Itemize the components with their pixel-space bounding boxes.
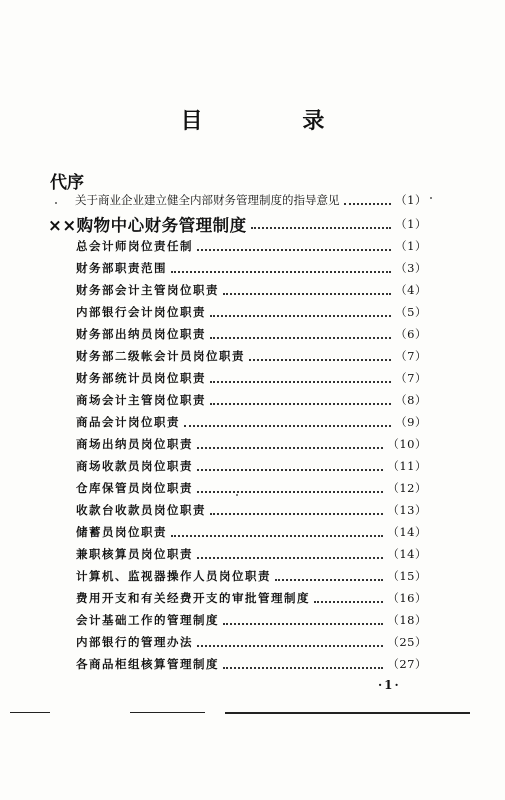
dot-leader xyxy=(197,479,383,493)
toc-entry-label: 各商品柜组核算管理制度 xyxy=(76,657,219,671)
dot-leader xyxy=(197,435,383,449)
toc-page-number: （9） xyxy=(395,415,427,429)
page-title: 目 录 xyxy=(180,109,371,134)
dot-leader xyxy=(197,237,391,251)
toc-entry[interactable] xyxy=(0,543,505,565)
toc-entry-label: 商场收款员岗位职责 xyxy=(76,459,193,473)
dot-leader xyxy=(197,633,383,647)
toc-entry[interactable] xyxy=(0,631,505,653)
dot-leader xyxy=(184,413,391,427)
toc-page-number: （14） xyxy=(387,547,427,561)
toc-entry-label: 商品会计岗位职责 xyxy=(76,415,180,429)
dot-leader xyxy=(223,655,383,669)
toc-page-number: （1） xyxy=(395,217,427,231)
dot-leader xyxy=(344,191,392,205)
toc-page-number: （27） xyxy=(387,657,427,671)
toc-entry[interactable] xyxy=(0,257,505,279)
dot-leader xyxy=(223,281,391,295)
toc-entry[interactable] xyxy=(0,367,505,389)
toc-entry[interactable] xyxy=(0,653,505,675)
toc-entry-label: 储蓄员岗位职责 xyxy=(76,525,167,539)
toc-entry-label: 财务部会计主管岗位职责 xyxy=(76,283,219,297)
dot-leader xyxy=(314,589,383,603)
toc-page-number: （12） xyxy=(387,481,427,495)
toc-entry[interactable] xyxy=(0,455,505,477)
toc-entry-label: 计算机、监视器操作人员岗位职责 xyxy=(76,569,271,583)
page-number: ·1· xyxy=(378,678,401,692)
toc-page-number: （1） xyxy=(395,239,427,253)
toc-entry[interactable] xyxy=(0,499,505,521)
toc-entry-label: 内部银行的管理办法 xyxy=(76,635,193,649)
main-section-title: ××购物中心财务管理制度 xyxy=(48,216,247,235)
preface-entry[interactable] xyxy=(0,189,505,211)
dot-leader xyxy=(210,303,391,317)
toc-page-number: （13） xyxy=(387,503,427,517)
toc-page-number: （11） xyxy=(387,459,427,473)
dot-leader xyxy=(249,347,391,361)
toc-entry[interactable] xyxy=(0,609,505,631)
toc-page-number: （7） xyxy=(395,349,427,363)
main-section-entry[interactable] xyxy=(0,213,505,235)
toc-entry-label: 会计基础工作的管理制度 xyxy=(76,613,219,627)
dot-leader xyxy=(210,501,383,515)
preface-heading: 代序 xyxy=(50,173,84,193)
toc-entry[interactable] xyxy=(0,345,505,367)
toc-entry[interactable] xyxy=(0,477,505,499)
toc-entry[interactable] xyxy=(0,279,505,301)
scan-edge-line xyxy=(225,712,470,714)
toc-entry[interactable] xyxy=(0,301,505,323)
dot-leader xyxy=(251,215,392,229)
dot-leader xyxy=(275,567,383,581)
dot-leader xyxy=(210,369,391,383)
toc-entry-label: 仓库保管员岗位职责 xyxy=(76,481,193,495)
toc-entry-label: 财务部统计员岗位职责 xyxy=(76,371,206,385)
scan-speck xyxy=(430,197,432,199)
scan-edge-line xyxy=(10,712,50,713)
scan-edge-line xyxy=(130,712,205,713)
toc-entry-label: 财务部出纳员岗位职责 xyxy=(76,327,206,341)
toc-entry[interactable] xyxy=(0,235,505,257)
dot-leader xyxy=(197,457,383,471)
toc-page-number: （1） xyxy=(395,193,427,207)
dot-leader xyxy=(210,391,391,405)
toc-entry-label: 收款台收款员岗位职责 xyxy=(76,503,206,517)
toc-page-number: （7） xyxy=(395,371,427,385)
toc-entry-label: 财务部二级帐会计员岗位职责 xyxy=(76,349,245,363)
toc-entry-label: 兼职核算员岗位职责 xyxy=(76,547,193,561)
toc-page-number: （18） xyxy=(387,613,427,627)
toc-page-number: （25） xyxy=(387,635,427,649)
toc-page-number: （10） xyxy=(387,437,427,451)
toc-entry[interactable] xyxy=(0,389,505,411)
toc-page-number: （15） xyxy=(387,569,427,583)
toc-entry-label: 关于商业企业建立健全内部财务管理制度的指导意见 xyxy=(75,193,340,207)
dot-leader xyxy=(223,611,383,625)
toc-page-number: （14） xyxy=(387,525,427,539)
toc-page-number: （5） xyxy=(395,305,427,319)
toc-page-number: （6） xyxy=(395,327,427,341)
toc-entry[interactable] xyxy=(0,565,505,587)
toc-page-number: （4） xyxy=(395,283,427,297)
toc-entry-label: 商场出纳员岗位职责 xyxy=(76,437,193,451)
toc-entry[interactable] xyxy=(0,323,505,345)
toc-page-number: （3） xyxy=(395,261,427,275)
toc-page-number: （16） xyxy=(387,591,427,605)
toc-entry-label: 内部银行会计岗位职责 xyxy=(76,305,206,319)
scan-speck xyxy=(236,494,238,496)
toc-entry-label: 商场会计主管岗位职责 xyxy=(76,393,206,407)
toc-entry-label: 总会计师岗位责任制 xyxy=(76,239,193,253)
toc-entry[interactable] xyxy=(0,411,505,433)
toc-page-number: （8） xyxy=(395,393,427,407)
dot-leader xyxy=(171,259,391,273)
dot-leader xyxy=(197,545,383,559)
toc-entry-label: 财务部职责范围 xyxy=(76,261,167,275)
toc-entry-label: 费用开支和有关经费开支的审批管理制度 xyxy=(76,591,310,605)
toc-entry[interactable] xyxy=(0,521,505,543)
dot-leader xyxy=(171,523,383,537)
toc-entry[interactable] xyxy=(0,433,505,455)
scan-speck xyxy=(55,202,57,204)
toc-entry[interactable] xyxy=(0,587,505,609)
dot-leader xyxy=(210,325,391,339)
